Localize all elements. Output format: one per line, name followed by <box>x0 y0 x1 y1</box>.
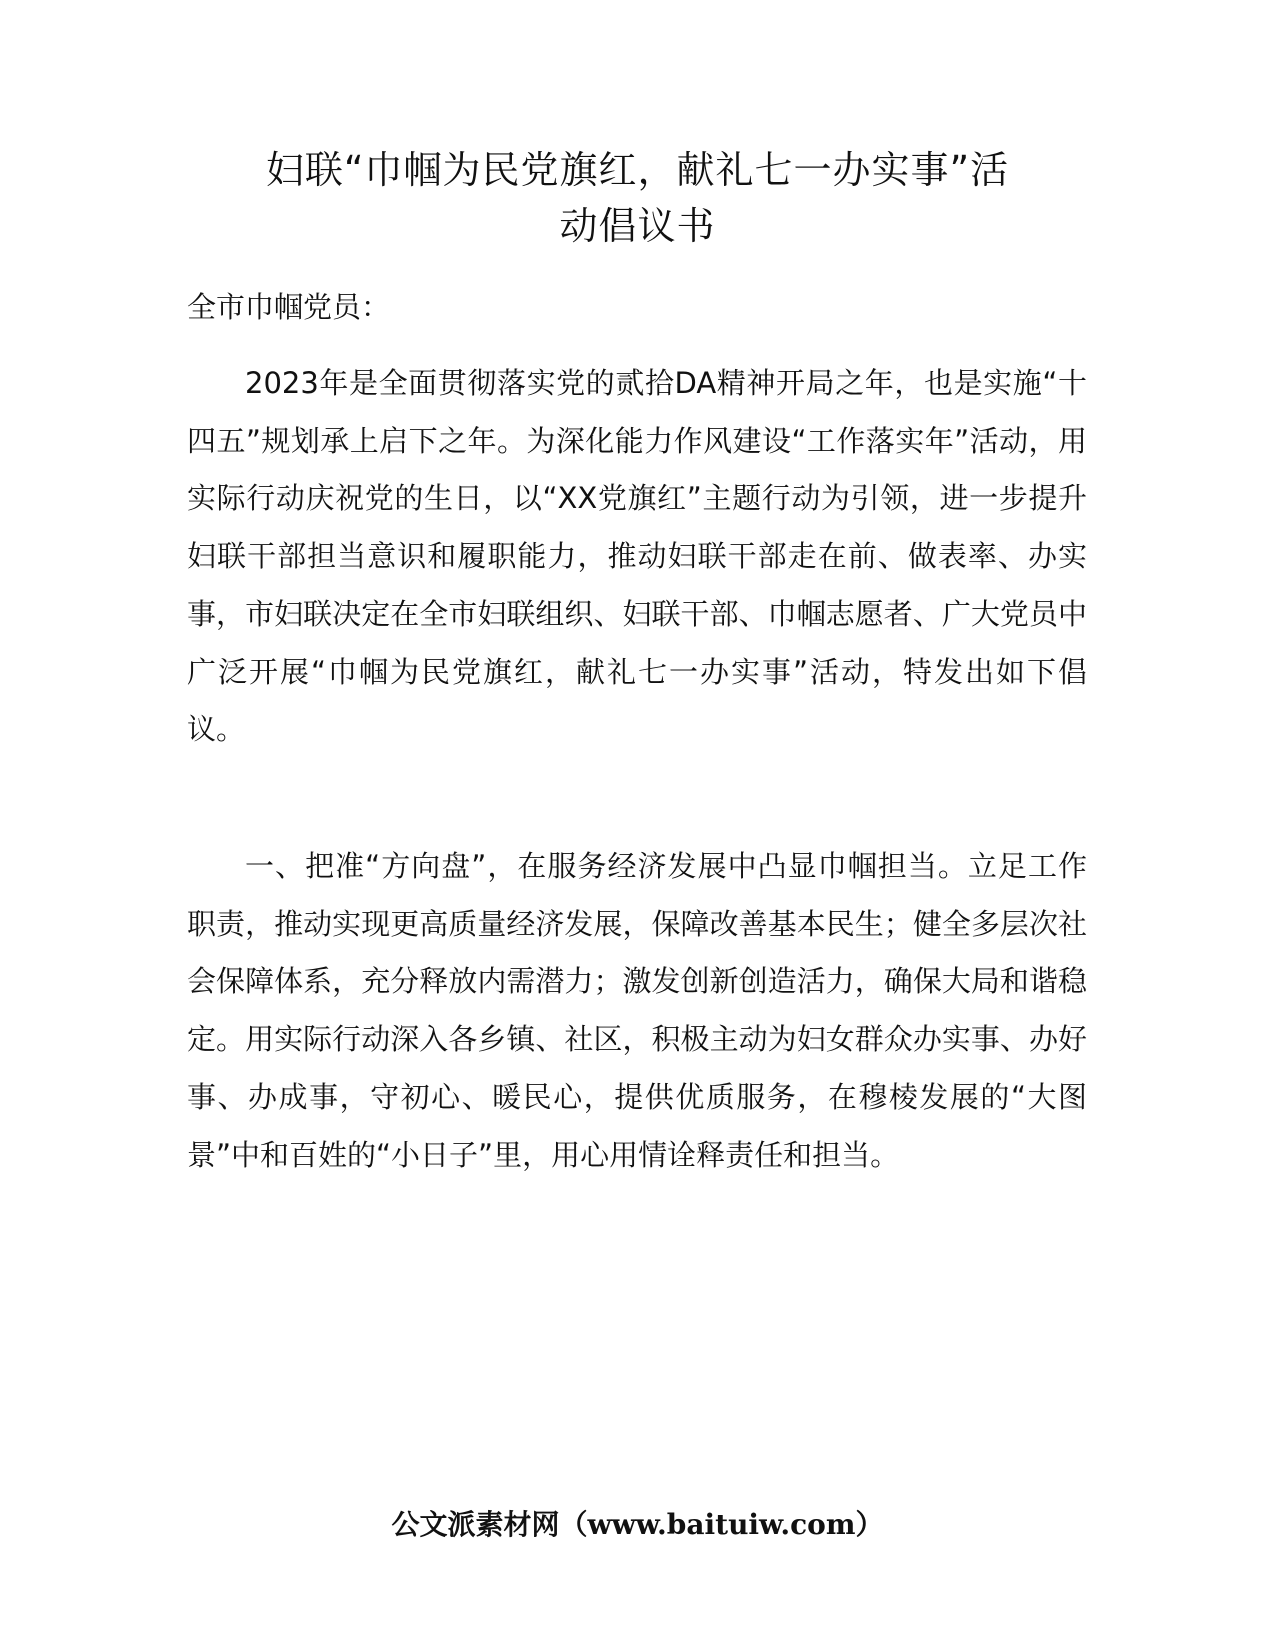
title-line-1: 妇联“巾帼为民党旗红，献礼七一办实事”活 <box>265 148 1010 192</box>
title-line-2: 动倡议书 <box>559 204 716 248</box>
footer-watermark: 公文派素材网（www.baituiw.com） <box>391 1508 884 1541</box>
body-paragraph-2: 一、把准“方向盘”，在服务经济发展中凸显巾帼担当。立足工作职责，推动实现更高质量经济发展，保障改善基本民生；健全多层次社会保障体系，充分释放内需潜力；激发创新创造活力，确保大局和谐稳定。用实际行动深入各乡镇、社区，积极主动为妇女群众办实事、办好事、办成事，守初心、暖民心，提供优质服务，在穆棱发展的“大图景”中和百姓的“小日子”里，用心用情诠释责任和担当。 <box>187 849 1087 1172</box>
salutation: 全市巾帼党员： <box>187 290 391 324</box>
body-paragraph-1: 2023年是全面贯彻落实党的贰拾DA精神开局之年，也是实施“十四五”规划承上启下之年。为深化能力作风建设“工作落实年”活动，用实际行动庆祝党的生日，以“XX党旗红”主题行动为引领，进一步提升妇联干部担当意识和履职能力，推动妇联干部走在前、做表率、办实事，市妇联决定在全市妇联组织、妇联干部、巾帼志愿者、广大党员中广泛开展“巾帼为民党旗红，献礼七一办实事”活动，特发出如下倡议。 <box>187 366 1087 747</box>
document-title <box>150 142 1125 254</box>
